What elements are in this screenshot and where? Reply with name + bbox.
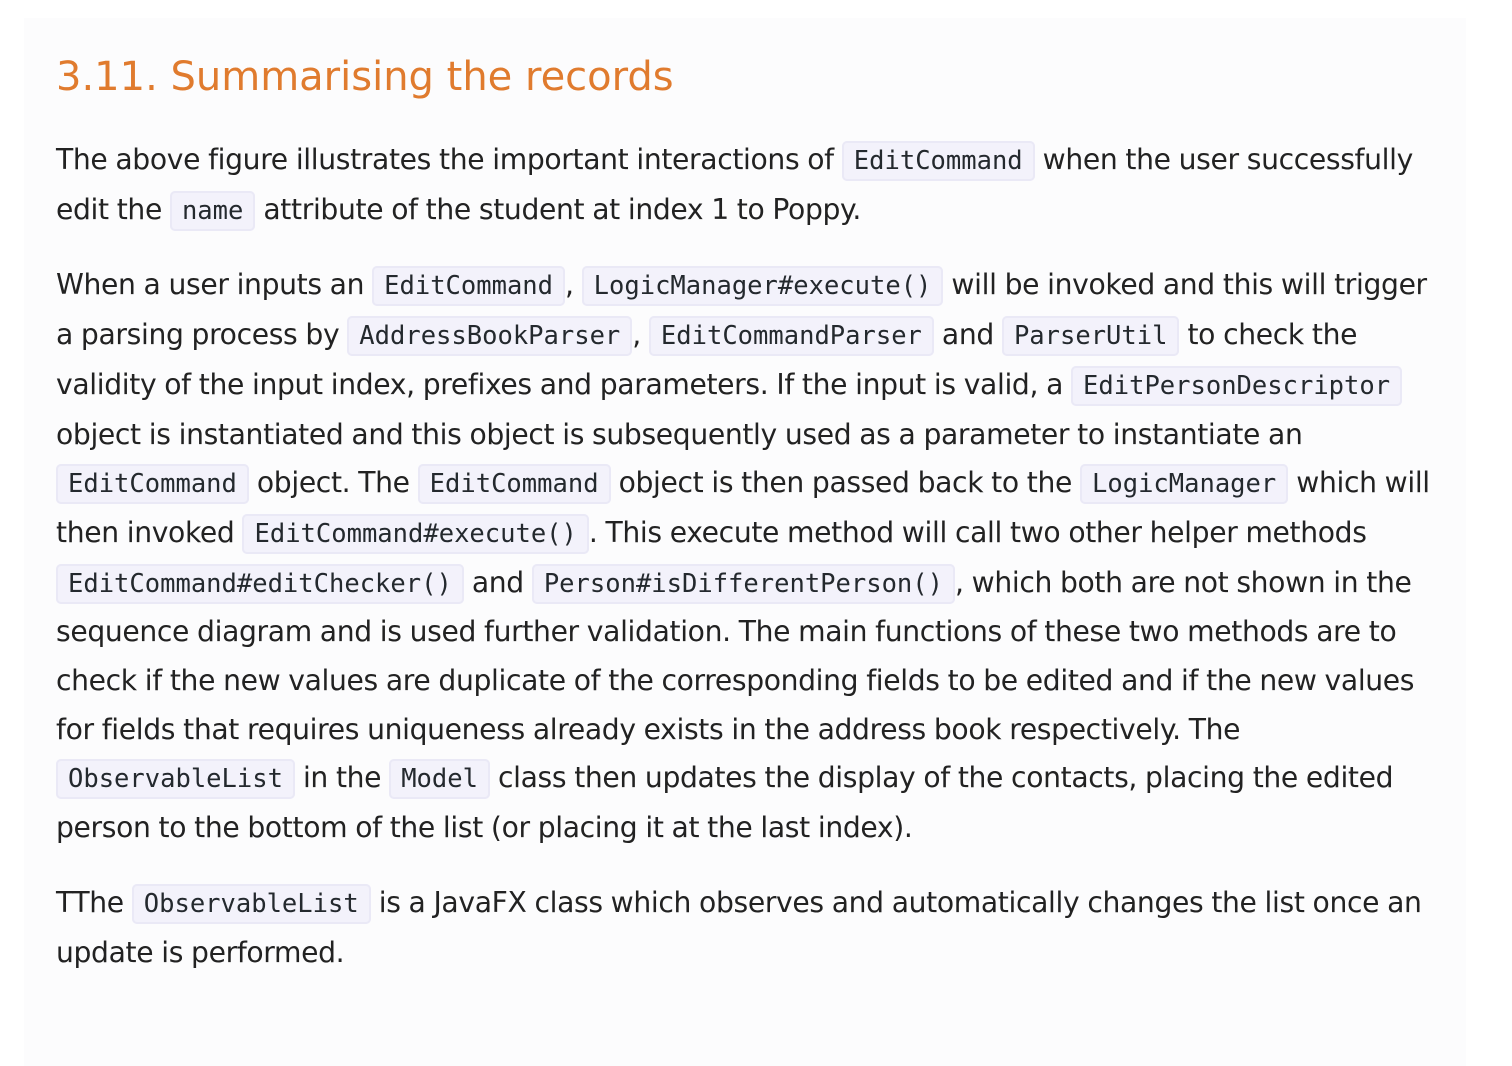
paragraph-text: will be invoked and this will trigger a parsing process by <box>56 268 1427 352</box>
paragraph-text: is a JavaFX class which observes and automatically changes the list once an update is performed. <box>56 885 1422 969</box>
paragraph-text: and <box>463 565 532 599</box>
inline-code: EditCommand#editChecker() <box>56 564 464 604</box>
paragraph-text: . This execute method will call two other helper methods <box>588 515 1367 549</box>
inline-code: Person#isDifferentPerson() <box>532 564 955 604</box>
paragraph-text: in the <box>294 761 390 795</box>
section-body <box>56 136 1434 977</box>
inline-code: ParserUtil <box>1002 316 1180 356</box>
paragraph-text: , which both are not shown in the sequence diagram and is used further validation. The main functions of these two methods are to check if the new values are duplicate of the corresponding fields to be edited and if the new values for fields that requires uniqueness already exists in the address book respectively. The <box>56 565 1415 746</box>
inline-code: EditCommandParser <box>649 316 934 356</box>
inline-code: EditCommand#execute() <box>242 514 588 554</box>
paragraph-text: When a user inputs an <box>56 268 373 302</box>
section-title: 3.11. Summarising the records <box>56 54 674 100</box>
paragraph <box>56 261 1434 852</box>
paragraph-text: which will then invoked <box>56 466 1430 549</box>
inline-code: Model <box>389 759 490 799</box>
inline-code: name <box>170 191 255 231</box>
paragraph <box>56 136 1434 235</box>
inline-code: EditCommand <box>372 266 565 306</box>
paragraph-text: TThe <box>56 885 132 919</box>
document-page <box>24 18 1466 1066</box>
paragraph-text: , <box>632 318 649 352</box>
paragraph-text: when the user successfully edit the <box>56 143 1413 226</box>
inline-code: EditCommand <box>56 464 249 504</box>
paragraph-text: and <box>933 318 1002 352</box>
paragraph-text: object. The <box>248 466 418 500</box>
paragraph-text: class then updates the display of the contacts, placing the edited person to the bottom of the list (or placing it at the last index). <box>56 761 1394 845</box>
inline-code: ObservableList <box>56 759 295 799</box>
inline-code: EditCommand <box>842 141 1035 181</box>
inline-code: EditCommand <box>418 464 611 504</box>
inline-code: ObservableList <box>132 884 371 924</box>
paragraph-text: , <box>565 268 582 302</box>
paragraph-text: The above figure illustrates the important interactions of <box>56 143 842 176</box>
inline-code: EditPersonDescriptor <box>1071 366 1402 406</box>
paragraph <box>56 879 1434 977</box>
inline-code: AddressBookParser <box>347 316 632 356</box>
paragraph-text: object is instantiated and this object is subsequently used as a parameter to instantiate an <box>56 417 1303 451</box>
paragraph-text: attribute of the student at index 1 to Poppy. <box>255 192 861 226</box>
paragraph-text: to check the validity of the input index, prefixes and parameters. If the input is valid, a <box>56 318 1358 401</box>
inline-code: LogicManager <box>1080 464 1288 504</box>
paragraph-text: object is then passed back to the <box>610 466 1081 500</box>
inline-code: LogicManager#execute() <box>582 266 944 306</box>
